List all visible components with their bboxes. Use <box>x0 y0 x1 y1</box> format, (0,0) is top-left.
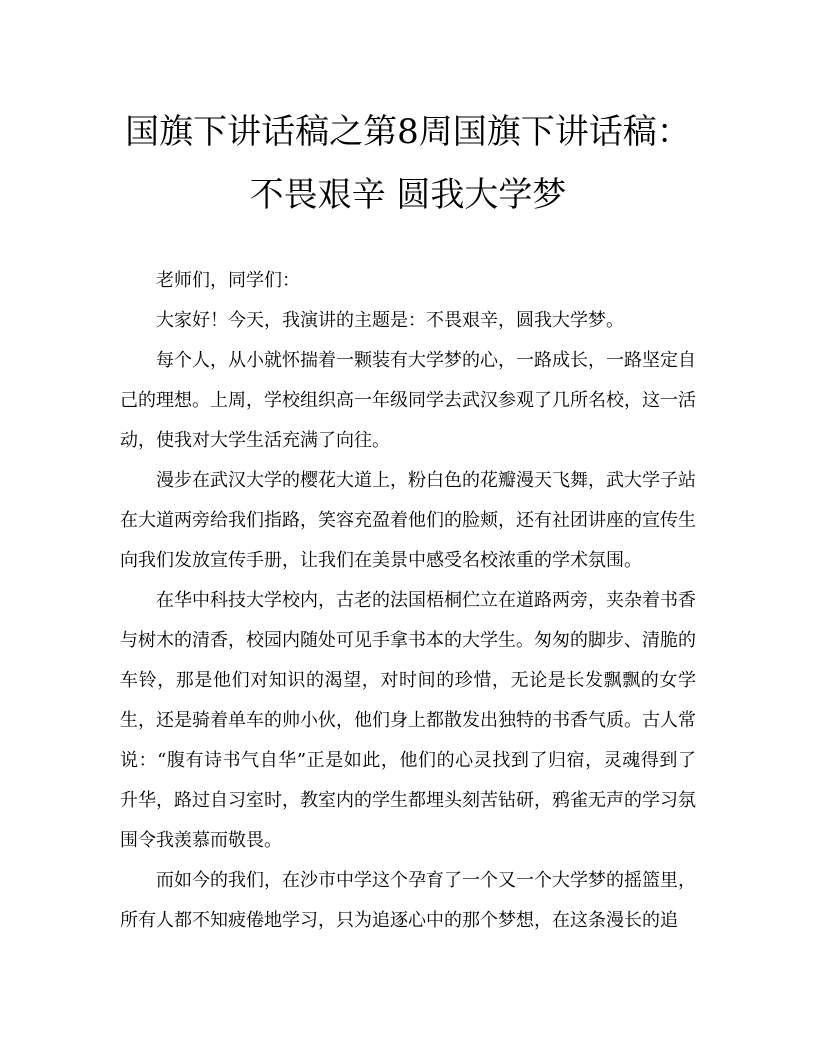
salutation-paragraph: 老师们，同学们： <box>156 270 300 291</box>
document-body <box>120 261 696 941</box>
greeting-paragraph: 大家好！今天，我演讲的主题是：不畏艰辛，圆我大学梦。 <box>156 310 624 331</box>
document-title-line2: 不畏艰辛 圆我大学梦 <box>249 175 567 215</box>
body-paragraph: 漫步在武汉大学的樱花大道上，粉白色的花瓣漫天飞舞，武大学子站在大道两旁给我们指路，笑容充盈着他们的脸颊，还有社团讲座的宣传生向我们发放宣传手册，让我们在美景中感受名校浓重的学术氛围。 <box>120 470 696 571</box>
body-paragraph: 每个人，从小就怀揣着一颗装有大学梦的心，一路成长，一路坚定自己的理想。上周，学校组织高一年级同学去武汉参观了几所名校，这一活动，使我对大学生活充满了向往。 <box>120 350 696 451</box>
body-paragraph: 在华中科技大学校内，古老的法国梧桐伫立在道路两旁，夹杂着书香与树木的清香，校园内随处可见手拿书本的大学生。匆匆的脚步、清脆的车铃，那是他们对知识的渴望，对时间的珍惜，无论是长发飘飘的女学生，还是骑着单车的帅小伙，他们身上都散发出独特的书香气质。古人常说：“腹有诗书气自华”正是如此，他们的心灵找到了归宿，灵魂得到了升华，路过自习室时，教室内的学生都埋头刻苦钻研，鸦雀无声的学习氛围令我羡慕而敬畏。 <box>120 590 696 851</box>
document-title-line1: 国旗下讲话稿之第8周国旗下讲话稿： <box>125 112 691 152</box>
body-paragraph: 而如今的我们，在沙市中学这个孕育了一个又一个大学梦的摇篮里，所有人都不知疲倦地学习，只为追逐心中的那个梦想，在这条漫长的追 <box>120 870 696 931</box>
